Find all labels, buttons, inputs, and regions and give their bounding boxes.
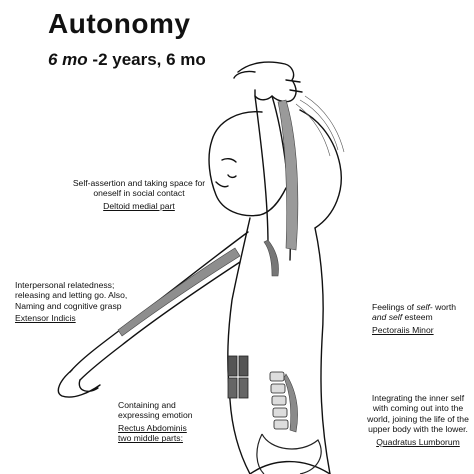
age-range-start: 6 mo [48,50,88,69]
extensor-indicis-muscle [118,248,240,336]
annotation-extensor-indicis [15,280,135,324]
pelvis [257,434,321,474]
annotation-text: Containing and expressing emotion [118,400,193,421]
annotation-text-mid: worth [432,302,457,312]
muscle-name: Rectus Abdominis [118,422,187,433]
annotation-quadratus-lumborum [366,393,470,447]
annotation-text: Interpersonal relatedness; releasing and letting go. Also, Naming and cognitive grasp [15,280,128,311]
page-title: Autonomy [48,8,191,39]
muscle-name: Pectoraiis Minor [372,324,434,335]
age-range [48,50,206,70]
annotation-text-em: and self [372,312,403,323]
annotation-text: Integrating the inner self with coming out into the world, joining the life of the upper body with the lower. [367,393,469,435]
raised-hand [238,62,296,102]
muscle-name: Deltoid medial part [103,200,175,211]
annotation-deltoid [70,178,208,211]
head [209,112,286,216]
rectus-abdominis-muscle [228,356,248,398]
muscle-name: Quadratus Lumborum [376,436,460,447]
pointing-hand [58,370,100,397]
annotation-text-em: self- [416,302,433,312]
age-range-end: -2 years, 6 mo [87,50,206,69]
muscle-name: Extensor Indicis [15,313,76,324]
pectoralis-muscle [264,240,279,276]
annotation-text-pre: Feelings of [372,302,417,312]
deltoid-muscle [278,100,298,250]
annotation-text: Self-assertion and taking space for oneself in social contact [72,178,206,199]
muscle-note: two middle parts: [118,433,183,444]
annotation-rectus-abdominis [118,400,210,444]
annotation-text-post: esteem [402,312,433,323]
annotation-pectoralis-minor [372,302,464,335]
